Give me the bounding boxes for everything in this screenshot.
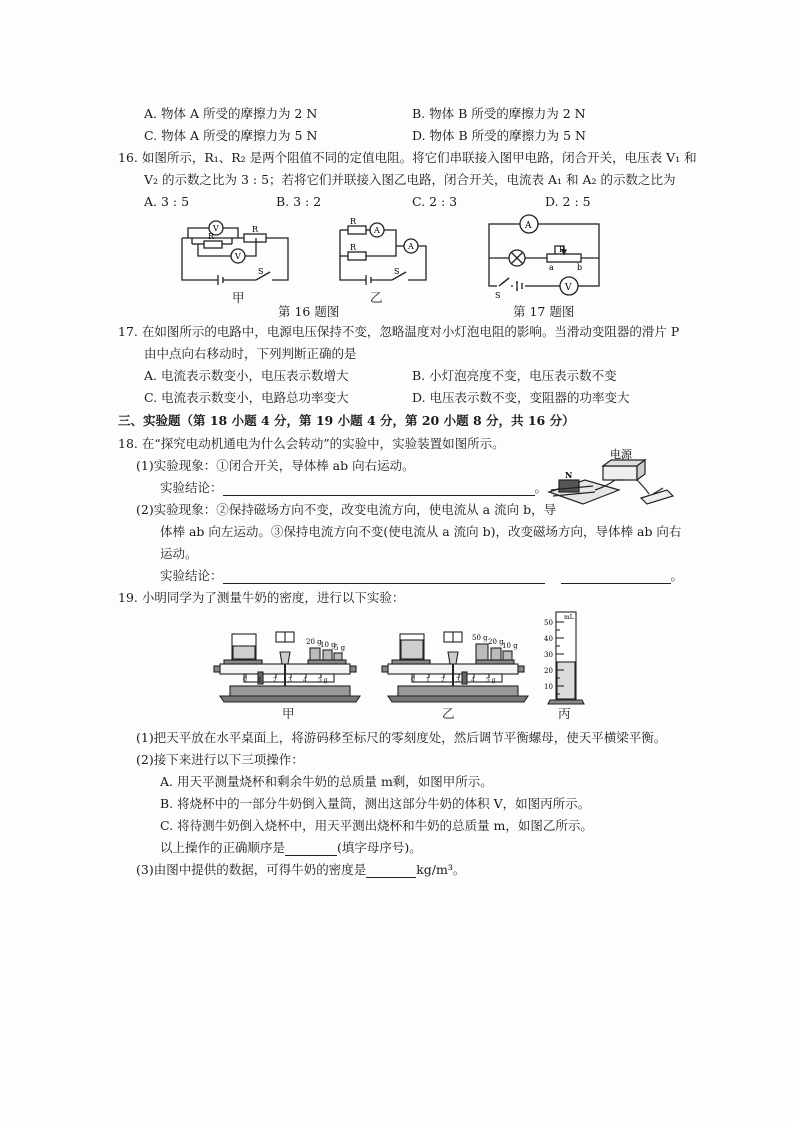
q19-order-prefix: 以上操作的正确顺序是 [160, 840, 286, 855]
weight-20g-yi: 20 g [488, 638, 504, 646]
svg-text:R: R [350, 217, 357, 226]
q15-option-c: C. 物体 A 所受的摩擦力为 5 N [144, 128, 318, 143]
weight-5g-jia: 5 g [334, 644, 346, 652]
svg-text:A: A [408, 242, 414, 251]
section-3-heading: 三、实验题（第 18 小题 4 分，第 19 小题 4 分，第 20 小题 8 分，共 16 分） [118, 413, 575, 428]
svg-text:2: 2 [273, 677, 277, 684]
q18-conclusion-2-blank-a[interactable] [223, 570, 545, 584]
q19-density-blank[interactable] [366, 864, 416, 878]
cylinder-unit: mL [564, 614, 574, 621]
svg-text:1: 1 [258, 677, 262, 684]
power-source-label: 电源 [610, 448, 632, 461]
svg-text:5 g: 5 g [318, 677, 328, 684]
svg-text:0: 0 [243, 677, 247, 684]
q19-operation-a: A. 用天平测量烧杯和剩余牛奶的总质量 m剩，如图甲所示。 [160, 774, 493, 789]
q18-conclusion-2-period: 。 [670, 568, 684, 583]
q17-option-a: A. 电流表示数变小，电压表示数增大 [144, 368, 349, 383]
svg-text:a: a [549, 263, 554, 272]
svg-text:3: 3 [456, 677, 460, 684]
q17-line2: 由中点向右移动时，下列判断正确的是 [144, 346, 357, 361]
svg-text:S: S [495, 291, 501, 300]
q18-conclusion-1 [160, 480, 547, 496]
q16-option-d: D. 2 : 5 [545, 194, 591, 209]
q16-line2: V₂ 的示数之比为 3 : 5；若将它们并联接入图乙电路，闭合开关，电流表 A₁ 和 A₂ 的示数之比为 [144, 172, 676, 187]
svg-text:R: R [208, 232, 215, 241]
svg-text:S: S [394, 267, 400, 276]
svg-text:A: A [374, 226, 380, 235]
q18-conclusion-1-blank[interactable] [223, 482, 535, 496]
q18-conclusion-2 [160, 568, 683, 584]
balance-yi-figure [378, 622, 528, 704]
q18-part2-line1: (2)实验现象：②保持磁场方向不变，改变电流方向，使电流从 a 流向 b，导 [136, 502, 557, 517]
q17-option-c: C. 电流表示数变小，电路总功率变大 [144, 390, 349, 405]
svg-text:R: R [252, 225, 259, 234]
svg-text:5 g: 5 g [486, 677, 496, 684]
q18-conclusion-1-period: 。 [534, 480, 548, 495]
q17-line1: 17. 在如图所示的电路中，电源电压保持不变，忽略温度对小灯泡电阻的影响。当滑动变阻器的滑片 P [118, 324, 680, 339]
weight-10g-jia: 10 g [320, 641, 336, 649]
magnet-n-label: N [565, 470, 573, 480]
svg-text:P: P [559, 245, 565, 254]
weight-50g-yi: 50 g [472, 634, 488, 642]
svg-text:V: V [565, 283, 572, 293]
q19-operation-c: C. 将待测牛奶倒入烧杯中，用天平测出烧杯和牛奶的总质量 m，如图乙所示。 [160, 818, 593, 833]
svg-text:3: 3 [288, 677, 292, 684]
q19-order-question [160, 840, 422, 856]
svg-text:A: A [525, 221, 532, 231]
q18-conclusion-1-label: 实验结论： [160, 480, 223, 495]
svg-text:V: V [235, 252, 241, 261]
q16-option-a: A. 3 : 5 [144, 194, 190, 209]
q15-option-a: A. 物体 A 所受的摩擦力为 2 N [144, 106, 318, 121]
svg-text:4: 4 [303, 677, 307, 684]
svg-text:S: S [258, 267, 264, 276]
motor-apparatus-figure [545, 450, 675, 512]
q19-density-unit: kg/m³。 [416, 862, 466, 877]
q19-order-blank[interactable] [285, 842, 337, 856]
svg-text:20: 20 [544, 667, 553, 675]
q15-option-b: B. 物体 B 所受的摩擦力为 2 N [412, 106, 586, 121]
q16-option-b: B. 3 : 2 [276, 194, 322, 209]
q19-step1: (1)把天平放在水平桌面上，将游码移至标尺的零刻度处，然后调节平衡螺母，使天平横梁平衡。 [136, 730, 667, 745]
q18-part2-line2: 体棒 ab 向左运动。③保持电流方向不变(使电流从 a 流向 b)，改变磁场方向，导体棒 ab 向右 [160, 524, 682, 539]
svg-text:b: b [577, 263, 583, 272]
q19-order-suffix: (填字母序号)。 [337, 840, 422, 855]
weight-20g-jia: 20 g [306, 638, 322, 646]
q19-step3 [136, 862, 465, 878]
graduated-cylinder-figure [540, 608, 590, 708]
circuit-q17-diagram [485, 212, 615, 302]
svg-text:40: 40 [544, 635, 553, 643]
svg-text:10: 10 [544, 683, 553, 691]
q19-figure-bing-label: 丙 [558, 706, 571, 721]
q16-line1: 16. 如图所示，R₁、R₂ 是两个阻值不同的定值电阻。将它们串联接入图甲电路，闭合开关，电压表 V₁ 和 [118, 150, 697, 165]
q17-figure-caption: 第 17 题图 [513, 304, 575, 319]
q17-option-b: B. 小灯泡亮度不变，电压表示数不变 [412, 368, 617, 383]
q18-intro: 18. 在“探究电动机通电为什么会转动”的实验中，实验装置如图所示。 [118, 436, 505, 451]
q19-operation-b: B. 将烧杯中的一部分牛奶倒入量筒，测出这部分牛奶的体积 V，如图丙所示。 [160, 796, 591, 811]
svg-text:30: 30 [544, 651, 553, 659]
q16-figure-yi-label: 乙 [370, 290, 383, 305]
svg-text:50: 50 [544, 619, 553, 627]
svg-text:4: 4 [471, 677, 475, 684]
q19-intro: 19. 小明同学为了测量牛奶的密度，进行以下实验： [118, 590, 405, 605]
svg-text:0: 0 [411, 677, 415, 684]
q19-step2: (2)接下来进行以下三项操作： [136, 752, 304, 767]
circuit-yi-diagram [336, 216, 436, 292]
q15-option-d: D. 物体 B 所受的摩擦力为 5 N [412, 128, 586, 143]
svg-text:2: 2 [441, 677, 445, 684]
q17-option-d: D. 电压表示数不变，变阻器的功率变大 [412, 390, 630, 405]
q18-part1: (1)实验现象：①闭合开关，导体棒 ab 向右运动。 [136, 458, 415, 473]
q16-figure-jia-label: 甲 [232, 290, 245, 305]
q16-option-c: C. 2 : 3 [412, 194, 458, 209]
q18-conclusion-2-label: 实验结论： [160, 568, 223, 583]
weight-10g-yi: 10 g [502, 642, 518, 650]
svg-text:R: R [350, 243, 357, 252]
q16-figure-caption: 第 16 题图 [278, 304, 340, 319]
q19-density-prefix: (3)由图中提供的数据，可得牛奶的密度是 [136, 862, 367, 877]
q19-figure-jia-label: 甲 [282, 706, 295, 721]
q19-figure-yi-label: 乙 [442, 706, 455, 721]
q18-part2-line3: 运动。 [160, 546, 198, 561]
svg-text:1: 1 [426, 677, 430, 684]
q18-conclusion-2-blank-b[interactable] [561, 570, 671, 584]
balance-jia-figure [210, 622, 360, 704]
circuit-jia-diagram [178, 212, 298, 292]
svg-text:V: V [213, 224, 219, 233]
